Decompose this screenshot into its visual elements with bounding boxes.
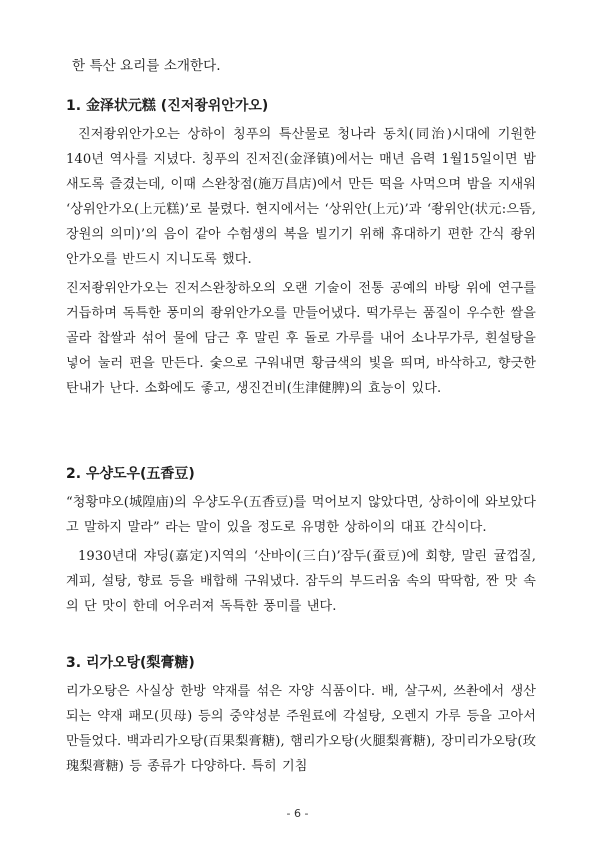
section-3-heading xyxy=(66,653,536,673)
section-1-paragraph-1: 진저좡위안가오는 상하이 칭푸의 특산물로 청나라 동치(同治)시대에 기원한 140년 역사를 지녔다. 칭푸의 진저진(金泽镇)에서는 매년 음력 1월15일이면 밤새도록 즐겼는데, 이때 스완창점(施万昌店)에서 만든 떡을 사먹으며 밤을 지새워 ‘상위안가오(上元糕)’로 불렸다. 현지에서는 ‘상위안(上元)’과 ‘좡위안(状元:으뜸, 장원의 의미)’의 음이 같아 수험생의 복을 빌기기 위해 휴대하기 편한 간식 좡위안가오를 반드시 지니도록 했다. xyxy=(66,127,536,267)
section-1-number: 1. xyxy=(66,98,82,114)
section-3-number: 3. xyxy=(66,655,82,671)
section-2-paragraph-1: “청황먀오(城隍庙)의 우샹도우(五香豆)를 먹어보지 않았다면, 상하이에 와보았다고 말하지 말라” 라는 말이 있을 정도로 유명한 상하이의 대표 간식이다. xyxy=(66,495,536,535)
section-3-paragraph-1: 리가오탕은 사실상 한방 약재를 섞은 자양 식품이다. 배, 살구씨, 쓰촨에서 생산되는 약재 패모(贝母) 등의 중약성분 주원료에 각설탕, 오렌지 가루 등을 고아서 만들었다. 백과리가오탕(百果梨膏糖), 햄리가오탕(火腿梨膏糖), 장미리가오탕(玫瑰梨膏糖) 등 종류가 다양하다. 특히 기침 xyxy=(66,684,536,774)
section-3-title: 리가오탕(梨膏糖) xyxy=(85,655,195,671)
lead-line: 한 특산 요리를 소개한다. xyxy=(72,58,221,74)
section-2-heading xyxy=(66,464,536,484)
section-1-title: 金泽状元糕 (진저좡위안가오) xyxy=(85,98,269,114)
section-2-title: 우샹도우(五香豆) xyxy=(85,466,195,482)
section-3 xyxy=(66,653,536,783)
page-number: - 6 - xyxy=(286,807,309,820)
section-1-heading xyxy=(66,96,536,116)
section-2-number: 2. xyxy=(66,466,82,482)
section-2 xyxy=(66,464,536,623)
section-2-paragraph-2: 1930년대 쟈딩(嘉定)지역의 ‘산바이(三白)’잠두(蚕豆)에 회향, 말린 귤껍질, 계피, 설탕, 향료 등을 배합해 구워냈다. 잠두의 부드러움 속의 딱딱함, 짠 맛 속의 단 맛이 한데 어우러져 독특한 풍미를 낸다. xyxy=(66,549,536,614)
section-1 xyxy=(66,96,536,405)
section-1-paragraph-2: 진저좡위안가오는 진저스완창하오의 오랜 기술이 전통 공예의 바탕 위에 연구를 거듭하며 독특한 풍미의 좡위안가오를 만들어냈다. 떡가루는 품질이 우수한 쌀을 골라 찹쌀과 섞어 물에 담근 후 말린 후 돌로 가루를 내어 소나무가루, 흰설탕을 넣어 눌러 편을 만든다. 숯으로 구워내면 황금색의 빛을 띄며, 바삭하고, 향긋한 탄내가 난다. 소화에도 좋고, 생진건비(生津健脾)의 효능이 있다. xyxy=(66,281,536,396)
